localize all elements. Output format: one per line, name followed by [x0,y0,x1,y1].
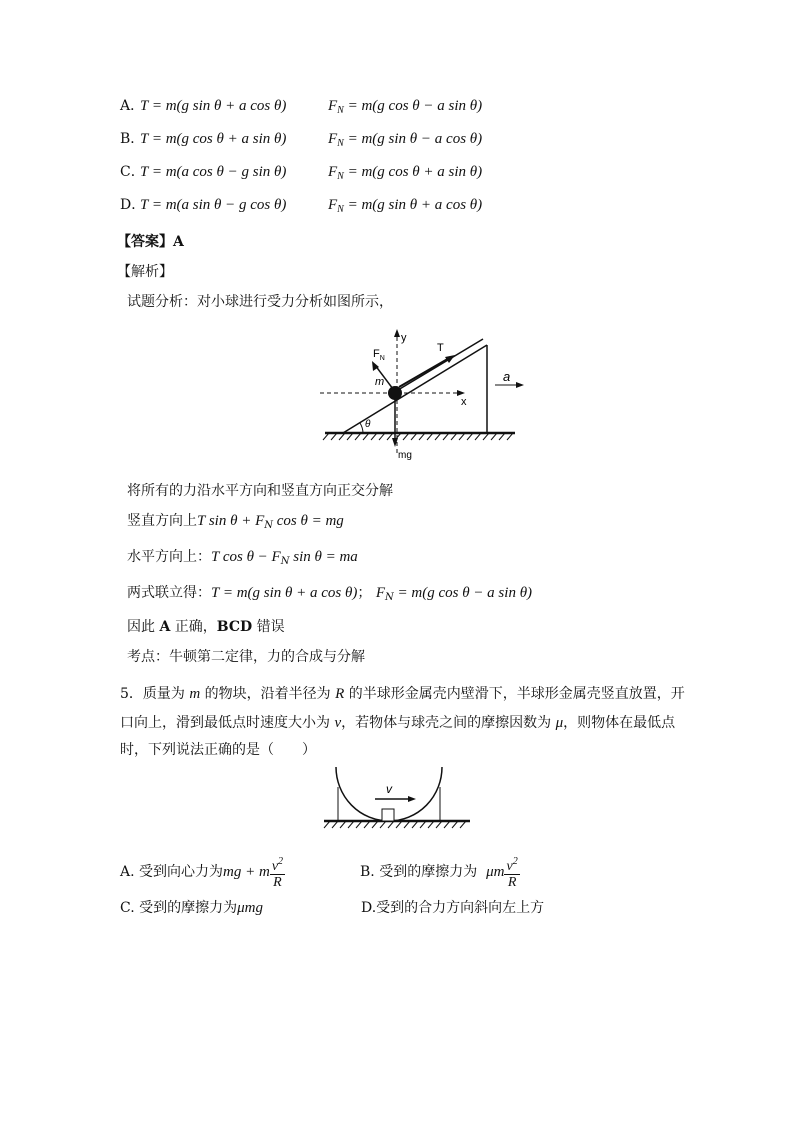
option-b: B．T = m(g cos θ + a sin θ) $F_N = m(g$ sin θ − a cos θ) [120,129,286,149]
q5-option-c: C. 受到的摩擦力为μmg [120,900,263,916]
label-y: y [401,332,407,344]
option-c: C．T = m(a cos θ − g sin θ) $F_N = m(g$ cos θ + a sin θ) [120,162,286,182]
label-x: x [461,396,467,408]
option-d-t: T = m(a sin θ − g cos θ) [140,197,287,213]
conclusion: 因此 A 正确，BCD 错误 [127,619,285,635]
hemisphere-diagram [320,765,475,837]
combined-equation: 两式联立得：T = m(g sin θ + a cos θ)； $F_N = m(g$ cos θ − a sin θ) [127,585,533,603]
block [382,809,394,821]
option-c-fn: $F_N = m(g$ cos θ + a sin θ) [328,164,483,182]
force-diagram [315,325,525,465]
option-a: A．T = m(g sin θ + a cos θ) $F_N = m(g$ cos θ − a sin θ) [120,96,286,116]
ball [388,386,402,400]
fraction-v2-r-b: $\frac{v^2}{R}$ [506,856,518,890]
answer-heading: 【答案】A [117,234,184,250]
q5-line3: 时，下列说法正确的是（ ） [120,742,316,758]
q5-line1: 5．质量为 m 的物块，沿着半径为 R 的半球形金属壳内壁滑下，半球形金属壳竖直放置，开 [120,686,685,702]
analysis-heading: 【解析】 [117,264,173,280]
decompose-text: 将所有的力沿水平方向和竖直方向正交分解 [127,483,393,499]
option-a-fn: $F_N = m(g$ cos θ − a sin θ) [328,98,483,116]
fraction-v2-r: $\frac{v^2}{R}$ [271,856,284,890]
kaodian: 考点：牛顿第二定律，力的合成与分解 [127,649,365,665]
option-a-t: T = m(g sin θ + a cos θ) [140,98,287,114]
label-t: T [437,342,444,354]
label-a: a [503,369,511,384]
option-b-t: T = m(g cos θ + a sin θ) [140,131,287,147]
q5-option-d: D.受到的合力方向斜向左上方 [361,900,545,916]
label-m: m [375,376,385,388]
label-theta: θ [365,419,371,430]
vertical-equation: 竖直方向上T $\sin \theta + F_N$ cos θ = mg [127,513,344,531]
q5-option-b: B. 受到的摩擦力为 μm $\frac{v^2}{R}$ [360,856,518,890]
horizontal-equation: 水平方向上：T $\cos \theta - F_N$ sin θ = ma [127,549,358,567]
label-v: v [386,782,392,796]
option-d-fn: $F_N = m(g$ sin θ + a cos θ) [328,197,483,215]
analysis-intro: 试题分析：对小球进行受力分析如图所示， [127,294,393,310]
option-c-t: T = m(a cos θ − g sin θ) [140,164,287,180]
option-d: D．T = m(a sin θ − g cos θ) $F_N = m(g$ sin θ + a cos θ) [120,195,286,215]
label-fn: $F_N$ [373,348,385,362]
option-b-fn: $F_N = m(g$ sin θ − a cos θ) [328,131,483,149]
label-mg: mg [398,450,412,461]
q5-option-a: A. 受到向心力为mg + m $\frac{v^2}{R}$ [120,856,284,890]
q5-line2: 口向上，滑到最低点时速度大小为 v，若物体与球壳之间的摩擦因数为 μ，则物体在最低点 [120,715,676,731]
